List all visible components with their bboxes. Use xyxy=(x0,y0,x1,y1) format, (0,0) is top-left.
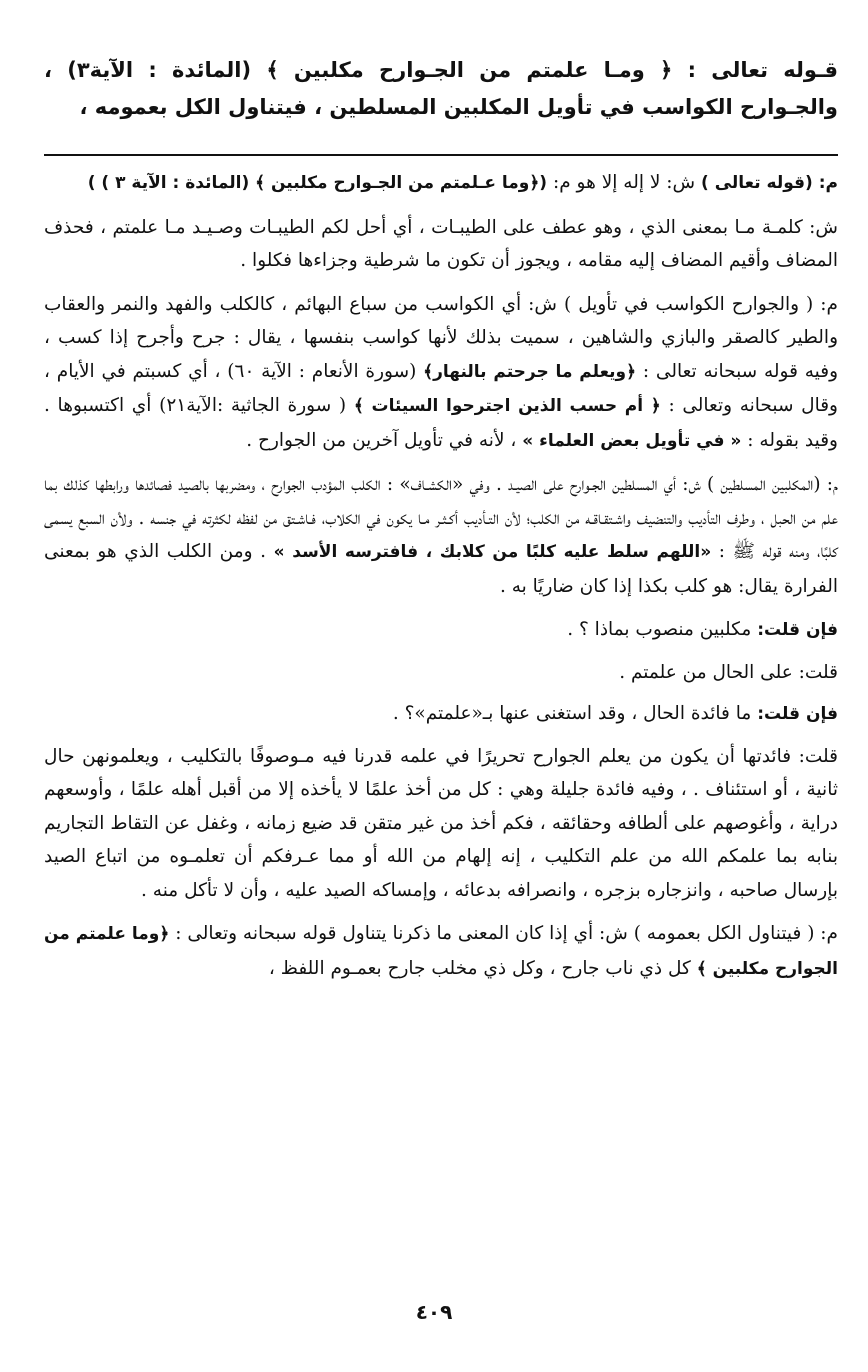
commentary-paragraph xyxy=(44,656,838,690)
emphasized-text: ﴿ويعلم ما جرحتم بالنهار﴾ xyxy=(423,361,637,382)
paragraph-text: ش: كلمـة مـا بمعنى الذي ، وهو عطف على الطيبـات ، أي أحل لكم الطيبـات وصـيـد مـا علمتم ، فحذف المضاف وأقيم المضاف إليه مقامه ، ويجوز أن تكون ما شرطية وجزاءها فكلوا . xyxy=(44,216,838,271)
commentary-paragraph xyxy=(44,166,838,201)
paragraph-text: ش: لا إله إلا هو م: xyxy=(547,172,701,193)
commentary-paragraph xyxy=(44,740,838,908)
paragraph-text: م: ( والجوارح الكواسب في تأويل ) xyxy=(563,293,838,315)
paragraph-text: ش: أي الكواسب من سباع البهائم ، كالكلب والفهد والنمر والعقاب والطير كالصقر والبازي والشاهين ، سميت بذلك لأنها كواسب بنفسها ، يقال : جرح وأجرح إذا كسب ، وفيه قوله سبحانه تعالى : xyxy=(44,293,839,382)
commentary-paragraph xyxy=(44,613,838,648)
emphasized-text: « في تأويل بعض العلماء » xyxy=(522,430,742,451)
emphasized-text: ﴿وما علمتم من الجوارح مكلبين ﴾ xyxy=(44,924,838,979)
paragraph-text: م: ( فيتناول الكل بعمومه ) ش: أي إذا كان المعنى ما ذكرنا يتناول قوله سبحانه وتعالى : xyxy=(169,923,838,944)
matn-text: قـوله تعالى : ﴿ ومـا علمتم من الجـوارح مكلبين ﴾ (المائدة : الآية٣) ، والجـوارح الكواسب في تأويل المكلبين المسلطين ، فيتناول الكل بعمومه ، xyxy=(44,58,838,119)
paragraph-text: مكلبين منصوب بماذا ؟ . xyxy=(567,619,758,640)
paragraph-text: قلت: على الحال من علمتم . xyxy=(619,661,838,683)
emphasized-text: ﴿ أم حسب الذين اجترحوا السيئات ﴾ xyxy=(353,396,661,416)
paragraph-text: كل ذي ناب جارح ، وكل ذي مخلب جارح بعمـوم اللفظ ، xyxy=(268,957,697,979)
paragraph-text: م: (المكلبين المسلطين ) ش: أي المسلطين الجـوارح على الصيـد . وفي «الكشـاف» : الكلب المؤدب الجوارح ، ومضربها بالصيد فصائدها ورابطها كذلك بما علم من الحبل ، وطرف التأديب والتنضيف واشـتقـاقـه من الكلب؛ لأن التـأديب أكـثـر مـا يكون في الكلاب، فـاشـتق من لفظه لكثرته في جنسه . ولأن السبع يسمى كلبًا، ومنه قوله ﷺ : xyxy=(44,474,838,562)
commentary-paragraph xyxy=(44,211,838,278)
document-page xyxy=(44,52,838,1372)
emphasized-text: (﴿وما عـلمتم من الجـوارح مكلبين ﴾ (المائدة : الآية ٣ ) ) xyxy=(87,173,548,193)
separator-rule xyxy=(44,154,838,156)
commentary-paragraph xyxy=(44,917,838,986)
commentary-paragraph xyxy=(44,697,838,732)
emphasized-text: فإن قلت: xyxy=(757,620,838,640)
emphasized-text: م: xyxy=(812,173,838,193)
paragraph-text: ( سورة الجاثية :الآية٢١) أي اكتسبوها . وقيد بقوله : xyxy=(44,395,838,451)
commentary-paragraph xyxy=(44,468,838,603)
paragraph-text: ما فائدة الحال ، وقد استغنى عنها بـ«علمتم»؟ . xyxy=(392,703,758,724)
commentary-paragraph xyxy=(44,288,838,459)
paragraph-text: ، لأنه في تأويل آخرين من الجوارح . xyxy=(246,429,523,451)
paragraph-text: قلت: فائدتها أن يكون من يعلم الجوارح تحريرًا في علمه قدرنا فيه مـوصوفًا بالتكليب ، ويعلمونهن حال ثانية ، أو استئناف . ، وفيه فائدة جليلة وهي : كل من أخذ علمًا لا يأخذه إلا من أقبل أهله علمًا ، وأوسعهم دراية ، وأغوصهم على ألطافه وحقائقه ، فكم أخذ من غير متقن قد ضيع زمانه ، وغفل عن التقاط التجاريم بنابه بما علمكم الله من علم التكليب ، إنه إلهام من الله أو مما عـرفكم أن تعلمـوه من اتباع الصيد بإرسال صاحبه ، وانزجاره بزجره ، وانصرافه بدعائه ، وإمساكه الصيد عليه ، وأن لا تأكل منه . xyxy=(44,745,838,901)
emphasized-text: فإن قلت: xyxy=(757,704,838,724)
commentary-body xyxy=(44,166,838,986)
page-number: ٤٠٩ xyxy=(415,1300,453,1324)
emphasized-text: (قوله تعالى ) xyxy=(701,173,813,193)
emphasized-text: «اللهم سلط عليه كلبًا من كلابك ، فافترسه الأسد » xyxy=(273,542,712,562)
paragraph-text: . ومن الكلب الذي هو بمعنى الفرارة يقال: هو كلب بكذا إذا كان ضاريًا به . xyxy=(44,541,838,597)
paragraph-text: (سورة الأنعام : الآية ٦٠) ، أي كسبتم في الأيام ، وقال سبحانه وتعالى : xyxy=(44,360,838,416)
